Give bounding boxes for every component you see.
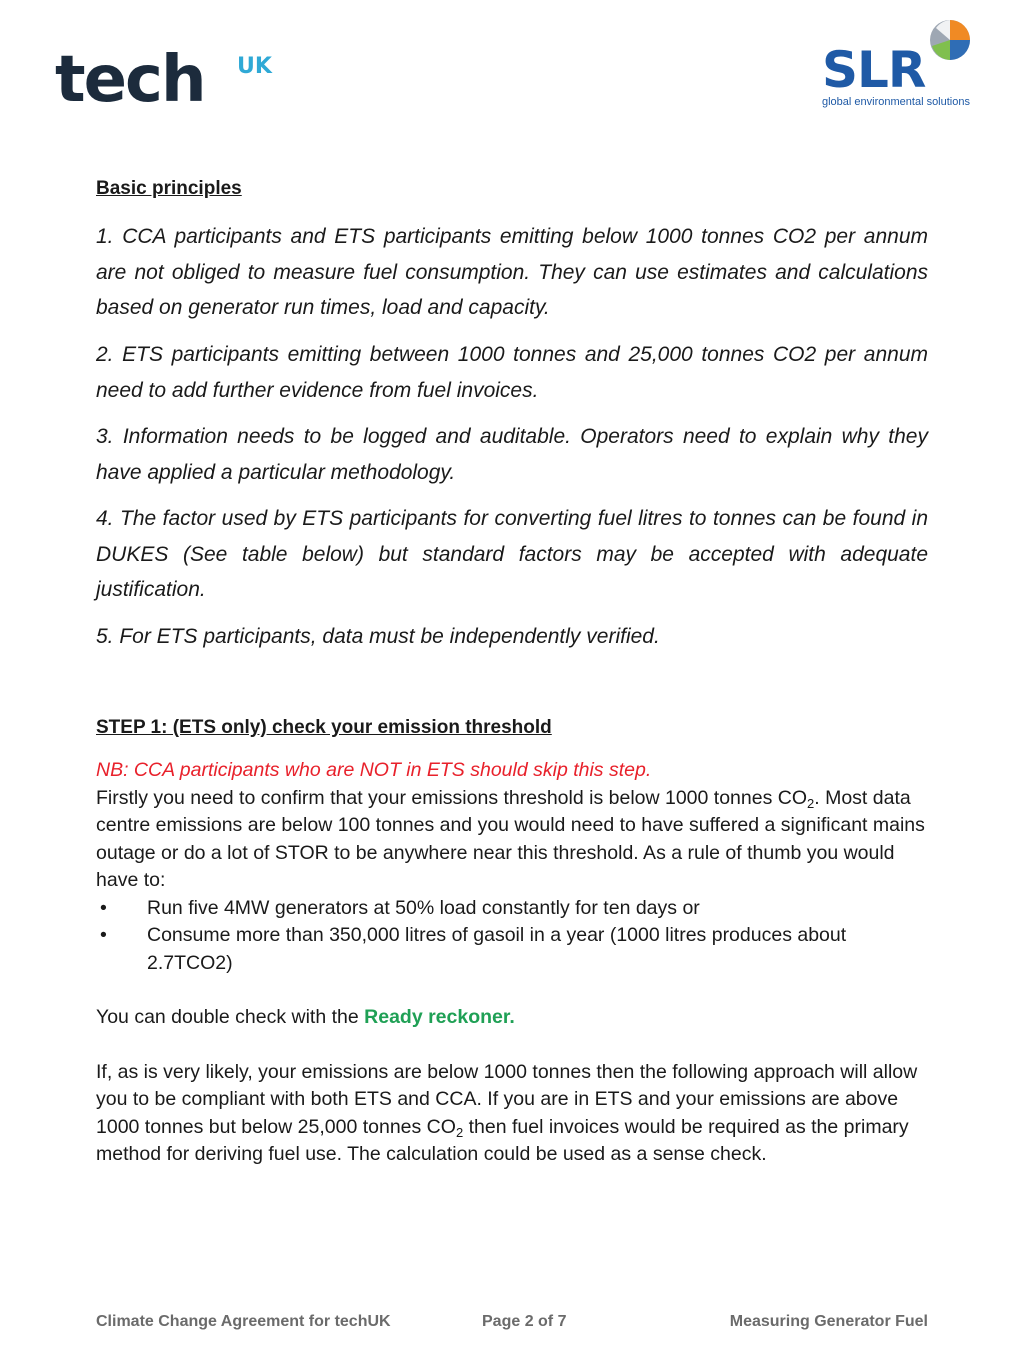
slr-tagline: global environmental solutions (822, 96, 970, 108)
footer-page-number: Page 2 of 7 (482, 1313, 567, 1330)
step1-body (96, 757, 928, 1169)
principle-1-number: 1. (96, 225, 114, 248)
slr-logo (820, 16, 980, 116)
list-item (96, 922, 928, 977)
footer-left: Climate Change Agreement for techUK (96, 1313, 391, 1330)
step1-nb-note: NB: CCA participants who are NOT in ETS should skip this step. (96, 759, 652, 781)
principle-3: 3. Information needs to be logged and auditable. Operators need to explain why they have applied a particular methodology. (96, 425, 928, 484)
bullet-dot-icon: • (100, 896, 107, 919)
footer-right: Measuring Generator Fuel (729, 1313, 928, 1330)
page-footer (96, 1313, 928, 1337)
list-item-text: Consume more than 350,000 litres of gasoil in a year (1000 litres produces about 2.7TCO2) (147, 924, 847, 974)
ready-reckoner-link[interactable]: Ready reckoner. (364, 1006, 515, 1028)
step1-paragraph-1-rest: . Most data centre emissions are below 100 tonnes and you would need to have suffered a significant mains outage or do a lot of STOR to be anywhere near this threshold. As a rule of thumb you would have to: (96, 786, 925, 891)
co2-subscript: 2 (455, 1124, 464, 1140)
principle-2: 2. ETS participants emitting between 1000 tonnes and 25,000 tonnes CO2 per annum need to add further evidence from fuel invoices. (96, 343, 928, 402)
ready-reckoner-lead: You can double check with the (96, 1006, 365, 1028)
basic-principles-heading: Basic principles (96, 178, 242, 199)
techuk-logo (55, 43, 272, 118)
step1-paragraph-3 (96, 1059, 928, 1169)
co2-subscript: 2 (807, 795, 815, 811)
step1-paragraph-3-text: If, as is very likely, your emissions are below 1000 tonnes then the following approach will allow you to be compliant with both ETS and CCA. If you are in ETS and your emissions are above 1000 tonnes but below 25,000 tonnes CO (96, 1060, 918, 1138)
techuk-logo-sup: UK (237, 54, 272, 79)
list-item-text: Run five 4MW generators at 50% load constantly for ten days or (147, 896, 700, 919)
principle-5: 5. For ETS participants, data must be independently verified. (96, 625, 660, 648)
principle-1 (96, 219, 928, 326)
principle-4: 4. The factor used by ETS participants for converting fuel litres to tonnes can be found in DUKES (See table below) but standard factors may be accepted with adequate justification. (96, 507, 928, 601)
step1-bullet-list (96, 895, 928, 978)
techuk-logo-word: tech (55, 43, 205, 117)
principle-1-text: CCA participants and ETS participants emitting below 1000 tonnes CO2 per annum are not obliged to measure fuel consumption. They can use estimates and calculations based on generator run times, load and capacity. (96, 225, 928, 319)
step1-paragraph-3-rest: then fuel invoices would be required as the primary method for deriving fuel use. The calculation could be used as a sense check. (96, 1115, 909, 1165)
list-item (96, 895, 928, 923)
ready-reckoner-line (96, 1004, 928, 1032)
step1-heading: STEP 1: (ETS only) check your emission threshold (96, 717, 552, 738)
slr-globe-icon (926, 16, 974, 64)
bullet-dot-icon: • (100, 924, 107, 946)
slr-logo-letters: SLR (822, 41, 926, 99)
step1-paragraph-1 (96, 785, 928, 895)
step1-paragraph-1-text: Firstly you need to confirm that your emissions threshold is below 1000 tonnes CO (96, 786, 808, 809)
